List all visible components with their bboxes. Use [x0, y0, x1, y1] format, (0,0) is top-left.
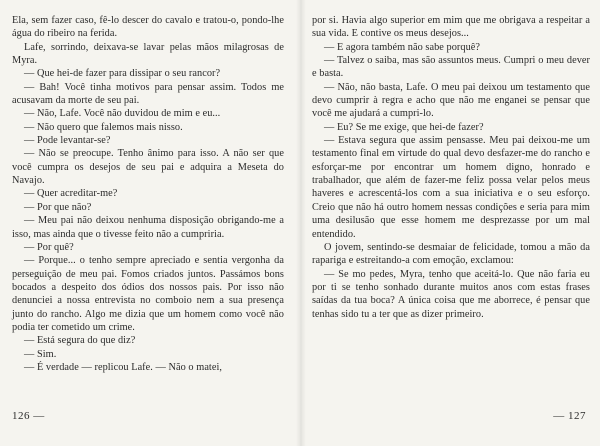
paragraph: — Eu? Se me exige, que hei-de fazer?: [324, 121, 484, 133]
paragraph: — E agora também não sabe porquê?: [324, 41, 481, 53]
paragraph: — Meu pai não deixou nenhuma disposição obrigando-me a isso, mas ainda que o tivesse feito não a cumpriria.: [12, 215, 284, 240]
paragraph: O jovem, sentindo-se desmaiar de felicidade, tomou a mão da rapariga e estreitando-a com emoção, exclamou:: [312, 241, 590, 267]
paragraph: — Quer acreditar-me?: [24, 188, 118, 200]
paragraph: por si. Havia algo superior em mim que me obrigava a respeitar a sua vida. E contive os meus desejos...: [312, 15, 590, 40]
paragraph: — É verdade — replicou Lafe. — Não o matei,: [24, 361, 223, 373]
page-number-left: 126 —: [12, 410, 45, 422]
paragraph: — Bah! Você tinha motivos para pensar assim. Todos me acusavam da morte de seu pai.: [12, 81, 284, 107]
paragraph: — Por que não?: [24, 201, 92, 213]
paragraph: — Por quê?: [24, 241, 74, 253]
paragraph: — Não se preocupe. Tenho ânimo para isso. A não ser que você cumpra os desejos de seu pai e adquira a Meseta do Navajo.: [12, 148, 284, 187]
paragraph: — Não, Lafe. Você não duvidou de mim e eu...: [24, 108, 221, 120]
paragraph: — Não, não basta, Lafe. O meu pai deixou um testamento que devo cumprir à regra e acho que não me enganei se pensar que você me ajudará a cumpri-lo.: [312, 81, 590, 120]
paragraph: Lafe, sorrindo, deixava-se lavar pelas mãos milagrosas de Myra.: [12, 41, 284, 67]
book-gutter: [296, 0, 306, 446]
right-page: [312, 14, 590, 321]
paragraph: Ela, sem fazer caso, fê-lo descer do cavalo e tratou-o, pondo-lhe água do ribeiro na ferida.: [12, 15, 284, 40]
page-number-right: — 127: [553, 410, 586, 422]
paragraph: — Que hei-de fazer para dissipar o seu rancor?: [24, 68, 221, 80]
paragraph: — Se mo pedes, Myra, tenho que aceitá-lo. Que não faria eu por ti se tenho sonhado durante muitos anos com estas frases saídas da tua boca? A única coisa que me aborrece, é pensar que tenhas sido tu a ter que as dizer primeiro.: [312, 268, 590, 320]
paragraph: — Pode levantar-se?: [24, 135, 111, 147]
paragraph: — Sim.: [24, 348, 57, 360]
paragraph: — Estava segura que assim pensasse. Meu pai deixou-me um testamento final em virtude do qual devo desfazer-me do rancho e esforçar-me por encontrar um homem digno, honrado e trabalhador, que além de fazer-me feliz possa velar pelos meus haveres e acrescentá-los com a sua iniciativa e o seu esforço. Creio que não há outro homem nessas condições e seria para mim uma desilusão que esse homem me desprezasse por um mal entendido.: [312, 135, 590, 240]
paragraph: — Está segura do que diz?: [24, 335, 136, 347]
paragraph: — Porque... o tenho sempre apreciado e sentia vergonha da perseguição de meu pai. Fomos criados juntos. Passámos bons bocados a despeito dos ódios dos nossos pais. Por isso não denunciei a nossa entrevista no comboio nem a sua presença junto do rancho. Algo me dizia que um homem como você não podia ter cometido um crime.: [12, 255, 284, 333]
paragraph: — Talvez o saiba, mas são assuntos meus. Cumpri o meu dever e basta.: [312, 55, 590, 80]
left-page: [12, 14, 284, 374]
paragraph: — Não quero que falemos mais nisso.: [24, 121, 183, 133]
